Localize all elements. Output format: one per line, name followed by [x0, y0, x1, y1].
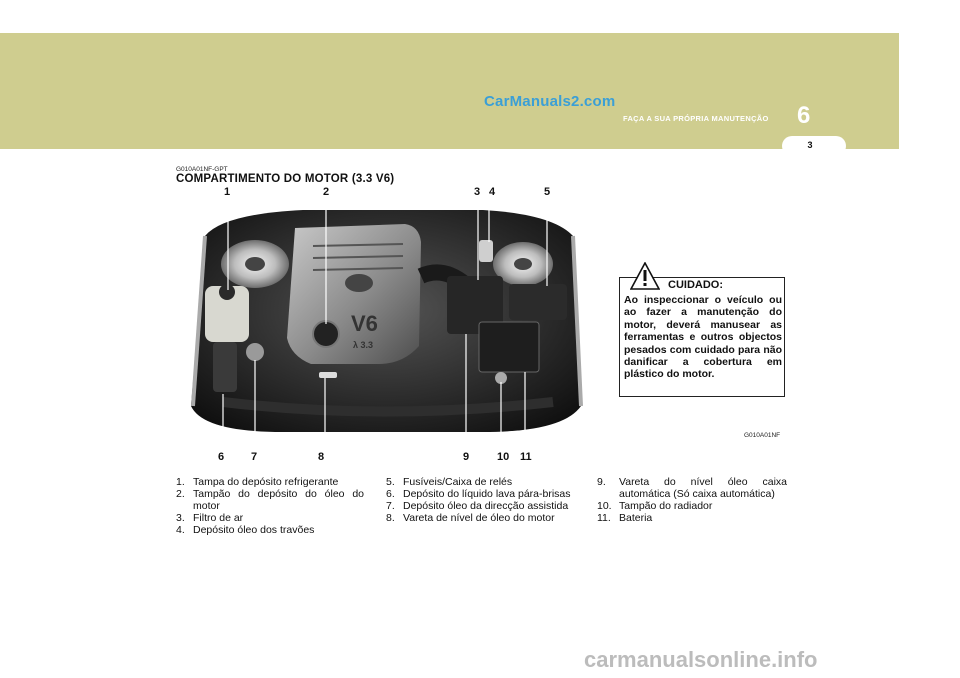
legend-item: 5. Fusíveis/Caixa de relés: [386, 476, 513, 488]
section-title: FAÇA A SUA PRÓPRIA MANUTENÇÃO: [623, 114, 769, 123]
site-link[interactable]: CarManuals2.com: [484, 93, 616, 110]
warning-text: Ao inspeccionar o veículo ou ao fazer a manutenção do motor, deverá manusear as ferramentas e outros objectos pesados com cuidado para não danificar a cobertura em plástico do motor.: [624, 294, 782, 381]
warning-heading: CUIDADO:: [668, 279, 723, 291]
legend-item: 4. Depósito óleo dos travões: [176, 524, 315, 536]
engine-badge: V6: [351, 311, 378, 336]
legend-item: 10. Tampão do radiador: [597, 500, 713, 512]
engine-badge-sub: λ 3.3: [353, 340, 374, 350]
doc-title: COMPARTIMENTO DO MOTOR (3.3 V6): [176, 173, 395, 185]
legend-column-1: [176, 476, 364, 536]
doc-code: G010A01NF-GPT: [176, 166, 228, 173]
header-band: [0, 33, 899, 149]
legend-item: 8. Vareta de nível de óleo do motor: [386, 512, 555, 524]
callout-11: 11: [520, 451, 532, 463]
callout-9: 9: [463, 451, 470, 463]
chapter-number: 6: [797, 102, 811, 129]
callout-10: 10: [497, 451, 510, 463]
callout-2: 2: [323, 186, 330, 198]
legend-column-3: [597, 476, 787, 524]
callout-7: 7: [251, 451, 258, 463]
legend-item: 2. Tampão do depósito do óleo do motor: [176, 488, 364, 512]
warning-triangle-icon: [630, 262, 660, 290]
legend-item: 7. Depósito óleo da direcção assistida: [386, 500, 569, 512]
watermark: carmanualsonline.info: [584, 647, 818, 672]
legend-item: 9. Vareta do nível óleo caixa automática (Só caixa automática): [597, 476, 787, 500]
legend-item: 3. Filtro de ar: [176, 512, 244, 524]
callout-6: 6: [218, 451, 225, 463]
callout-3: 3: [474, 186, 481, 198]
callout-1: 1: [224, 186, 231, 198]
legend-column-2: [386, 476, 576, 524]
callout-5: 5: [544, 186, 551, 198]
figure-code: G010A01NF: [744, 432, 781, 439]
callout-8: 8: [318, 451, 325, 463]
engine-compartment-photo: [183, 206, 589, 434]
callout-4: 4: [489, 186, 496, 198]
page-number: 3: [807, 140, 813, 150]
legend-item: 6. Depósito do líquido lava pára-brisas: [386, 488, 571, 500]
legend-item: 11. Bateria: [597, 512, 653, 524]
legend-item: 1. Tampa do depósito refrigerante: [176, 476, 339, 488]
